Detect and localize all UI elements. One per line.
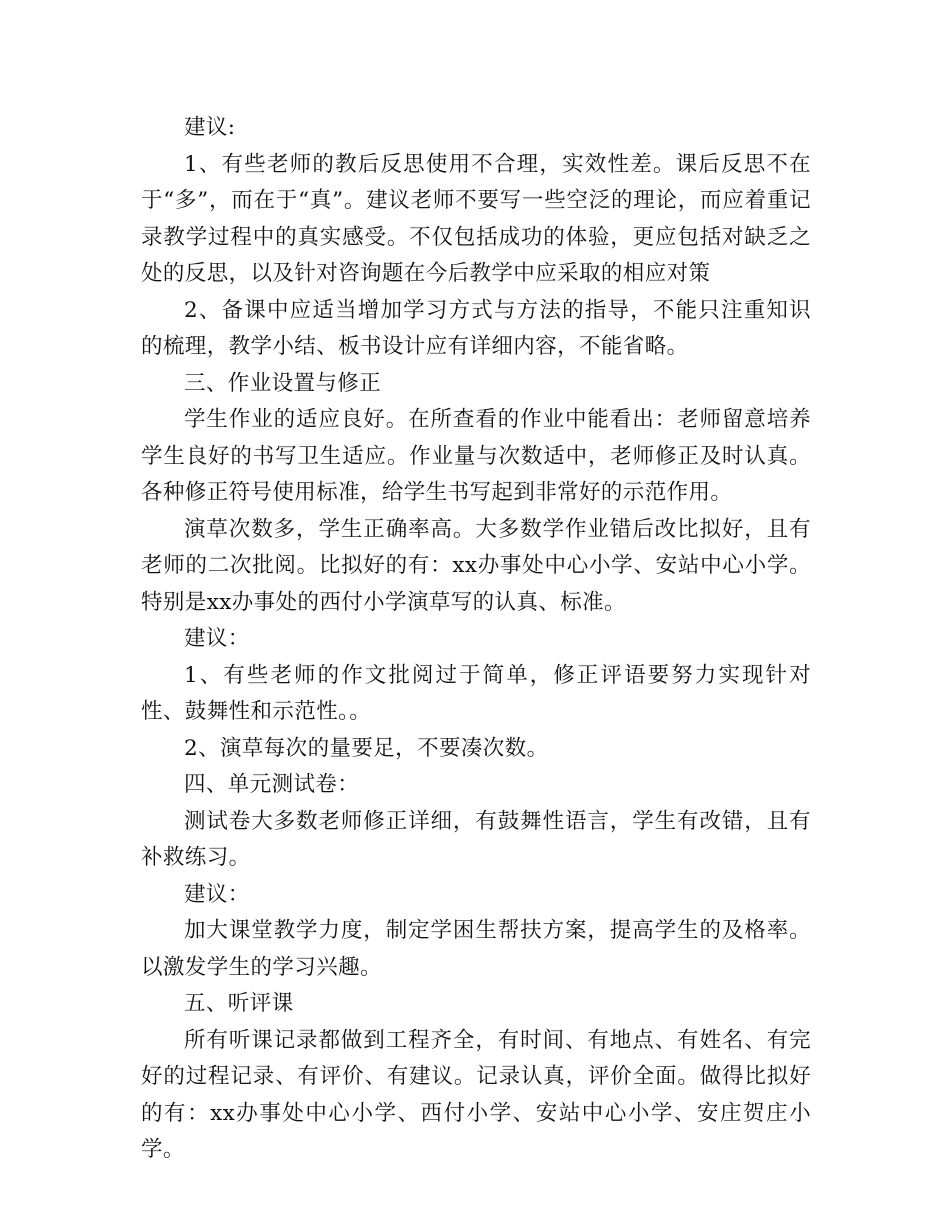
section-heading-unit-tests: 四、单元测试卷： [184,772,360,797]
section-heading-lesson-observation: 五、听评课 [184,991,294,1016]
document-body [141,110,811,1169]
paragraph-draft-exercises: 演草次数多，学生正确率高。大多数学作业错后改比拟好，且有老师的二次批阅。比拟好的有：xx办事处中心小学、安站中心小学。特别是xx办事处的西付小学演草写的认真、标准。 [141,516,811,615]
section-heading-homework: 三、作业设置与修正 [184,370,382,396]
paragraph-lesson-prep-suggestion: 2、备课中应适当增加学习方式与方法的指导，不能只注重知识的梳理，教学小结、板书设计应有详细内容，不能省略。 [141,297,811,359]
paragraph-draft-quantity-suggestion: 2、演草每次的量要足，不要凑次数。 [184,735,549,761]
suggestion-heading: 建议： [184,626,250,651]
suggestion-heading: 建议: [184,115,236,140]
paragraph-homework: 学生作业的适应良好。在所查看的作业中能看出：老师留意培养学生良好的书写卫生适应。作业量与次数适中，老师修正及时认真。各种修正符号使用标准，给学生书写起到非常好的示范作用。 [141,407,811,505]
suggestion-heading: 建议： [184,881,250,907]
paragraph-reflection-suggestion: 1、有些老师的教后反思使用不合理，实效性差。课后反思不在于“多”，而在于“真”。建议老师不要写一些空泛的理论，而应着重记录教学过程中的真实感受。不仅包括成功的体验，更应包括对缺乏之处的反思，以及针对咨询题在今后教学中应采取的相应对策 [141,151,811,286]
paragraph-essay-grading-suggestion: 1、有些老师的作文批阅过于简单，修正评语要努力实现针对性、鼓舞性和示范性。。 [141,662,811,724]
paragraph-lesson-observation: 所有听课记录都做到工程齐全，有时间、有地点、有姓名、有完好的过程记录、有评价、有建议。记录认真，评价全面。做得比拟好的有：xx办事处中心小学、西付小学、安站中心小学、安庄贺庄小学。 [141,1027,811,1162]
paragraph-teaching-suggestion: 加大课堂教学力度，制定学困生帮扶方案，提高学生的及格率。以激发学生的学习兴趣。 [141,918,811,980]
paragraph-unit-tests: 测试卷大多数老师修正详细，有鼓舞性语言，学生有改错，且有补救练习。 [141,808,811,870]
